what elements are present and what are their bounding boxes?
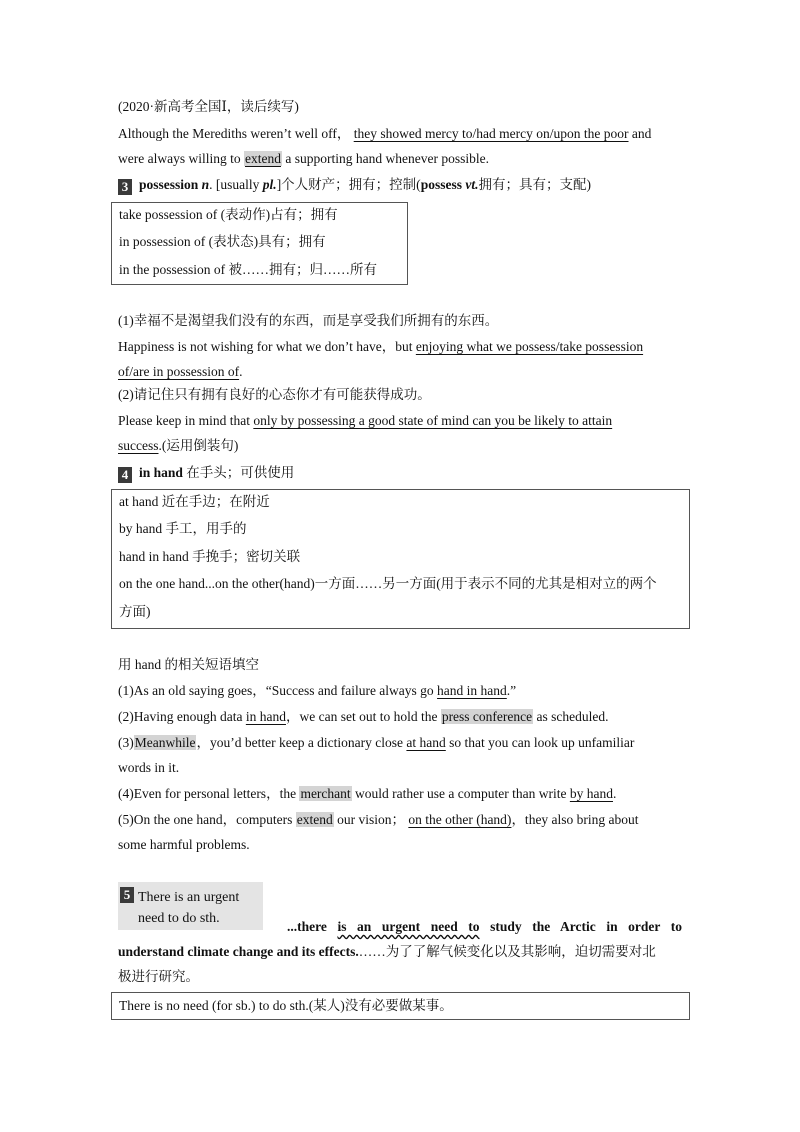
- exercise-4: [118, 785, 616, 803]
- exercise-text: as scheduled.: [536, 709, 609, 724]
- highlighted-word: extend: [296, 812, 333, 827]
- emphasis-wavy: is an urgent need to: [337, 919, 480, 934]
- exercise-text: ，you’d better keep a dictionary close: [196, 735, 404, 750]
- example-1-english: [118, 338, 643, 356]
- exercise-text: would rather use a computer than write: [355, 786, 567, 801]
- exercise-2: [118, 708, 609, 726]
- title-line: need to do sth.: [138, 911, 220, 926]
- usage-plural: pl.: [262, 177, 277, 192]
- example-translation: ……为了了解气候变化以及其影响，迫切需要对北: [358, 944, 656, 959]
- exercise-task: 用 hand 的相关短语填空: [118, 657, 259, 672]
- example-2-english: [118, 412, 612, 430]
- highlighted-word: merchant: [300, 786, 351, 801]
- intro-text: a supporting hand whenever possible.: [285, 151, 489, 166]
- related-word: possess: [420, 177, 462, 192]
- answer-underline: enjoying what we possess/take possession: [415, 339, 644, 354]
- exercise-text: (1)As an old saying goes，“Success and failure always go: [118, 683, 434, 698]
- part-of-speech: n: [201, 177, 210, 192]
- headword: possession: [139, 177, 199, 192]
- phrase-box-need: [111, 992, 690, 1020]
- exercise-text: so that you can look up unfamiliar: [449, 735, 635, 750]
- phrase-item: at hand 近在手边；在附近: [119, 494, 270, 509]
- phrase-box-possession: [111, 202, 408, 285]
- example-text: Happiness is not wishing for what we don’t have，but: [118, 339, 413, 354]
- intro-text: were always willing to: [118, 151, 241, 166]
- section-5-title-block: [118, 882, 263, 930]
- example-1-chinese: (1)幸福不是渴望我们没有的东西，而是享受我们所拥有的东西。: [118, 313, 499, 328]
- section-5-title: [138, 887, 239, 929]
- exercise-5-cont: some harmful problems.: [118, 837, 250, 852]
- phrase-item: There is no need (for sb.) to do sth.(某人)没有必要做某事。: [119, 998, 453, 1013]
- example-text: study the Arctic in order to: [490, 919, 682, 934]
- section-4-heading: [118, 464, 294, 483]
- exercise-1: [118, 682, 516, 700]
- intro-line-2: [118, 150, 489, 168]
- highlighted-word: Meanwhile: [134, 735, 196, 750]
- phrase-item: on the one hand...on the other(hand)一方面……另一方面(用于表示不同的尤其是相对立的两个: [119, 576, 657, 591]
- phrase-item: in possession of (表状态)具有；拥有: [119, 234, 326, 249]
- usage-note: [usually: [215, 177, 260, 192]
- exercise-text: ，they also bring about: [511, 812, 639, 827]
- answer-underline: by hand: [569, 786, 613, 801]
- answer-underline: at hand: [406, 735, 446, 750]
- exercise-text: (5)On the one hand，computers: [118, 812, 293, 827]
- highlighted-word: press conference: [441, 709, 533, 724]
- example-1-english-cont: [118, 363, 242, 381]
- phrase-item: take possession of (表动作)占有；拥有: [119, 207, 338, 222]
- intro-text: Although the Merediths weren’t well off，: [118, 126, 351, 141]
- exercise-text: our vision；: [337, 812, 405, 827]
- answer-underline: on the other (hand): [408, 812, 512, 827]
- gloss: ]个人财产；拥有；控制(: [276, 177, 421, 192]
- example-text: .(运用倒装句): [158, 438, 239, 453]
- exercise-text: (4)Even for personal letters，the: [118, 786, 297, 801]
- example-text: understand climate change and its effects.: [118, 944, 359, 959]
- example-text: ...there: [287, 919, 327, 934]
- phrase-item: in the possession of 被……拥有；归……所有: [119, 262, 377, 277]
- exercise-text: ，we can set out to hold the: [285, 709, 438, 724]
- section-3-heading: 3 possession n. [usually pl.]个人财产；拥有；控制(possess vt.拥有；具有；支配): [118, 176, 591, 195]
- exercise-text: (2)Having enough data: [118, 709, 243, 724]
- phrase-item: hand in hand 手挽手；密切关联: [119, 549, 301, 564]
- answer-underline: hand in hand: [437, 683, 507, 698]
- intro-line-1: [118, 125, 651, 143]
- section-5-example-line-1: [287, 918, 682, 936]
- title-line: There is an urgent: [138, 890, 240, 905]
- related-gloss: 拥有；具有；支配): [478, 177, 591, 192]
- answer-underline: only by possessing a good state of mind can you be likely to attain: [253, 413, 613, 428]
- example-text: Please keep in mind that: [118, 413, 250, 428]
- exercise-5: [118, 811, 639, 829]
- exercise-3-cont: words in it.: [118, 760, 180, 775]
- answer-underline: of/are in possession of: [118, 364, 240, 379]
- exercise-text: .”: [506, 683, 517, 698]
- phrase-box-hand: [111, 489, 690, 629]
- answer-underline: in hand: [245, 709, 286, 724]
- exercise-text: (3): [118, 735, 134, 750]
- example-2-chinese: (2)请记住只有拥有良好的心态你才有可能获得成功。: [118, 387, 431, 402]
- phrase-item: 方面): [119, 604, 151, 619]
- answer-underline: they showed mercy to/had mercy on/upon the poor: [353, 126, 629, 141]
- example-2-english-cont: [118, 437, 238, 455]
- intro-text: and: [631, 126, 652, 141]
- exercise-3: [118, 734, 634, 752]
- highlighted-word: extend: [244, 151, 281, 166]
- related-pos: vt.: [465, 177, 479, 192]
- exercise-text: .: [612, 786, 617, 801]
- section-number-badge: 4: [118, 467, 132, 483]
- headword: in hand: [139, 465, 183, 480]
- answer-underline: success: [118, 438, 159, 453]
- section-number-badge: 3: [118, 179, 132, 195]
- section-5-example-line-3: 极进行研究。: [118, 969, 199, 984]
- section-5-example-line-2: [118, 943, 656, 961]
- gloss: 在手头；可供使用: [186, 465, 295, 480]
- phrase-item: by hand 手工，用手的: [119, 521, 247, 536]
- source-note: (2020·新高考全国Ⅰ，读后续写): [118, 99, 299, 114]
- section-number-badge: 5: [120, 887, 134, 903]
- example-text: .: [239, 364, 243, 379]
